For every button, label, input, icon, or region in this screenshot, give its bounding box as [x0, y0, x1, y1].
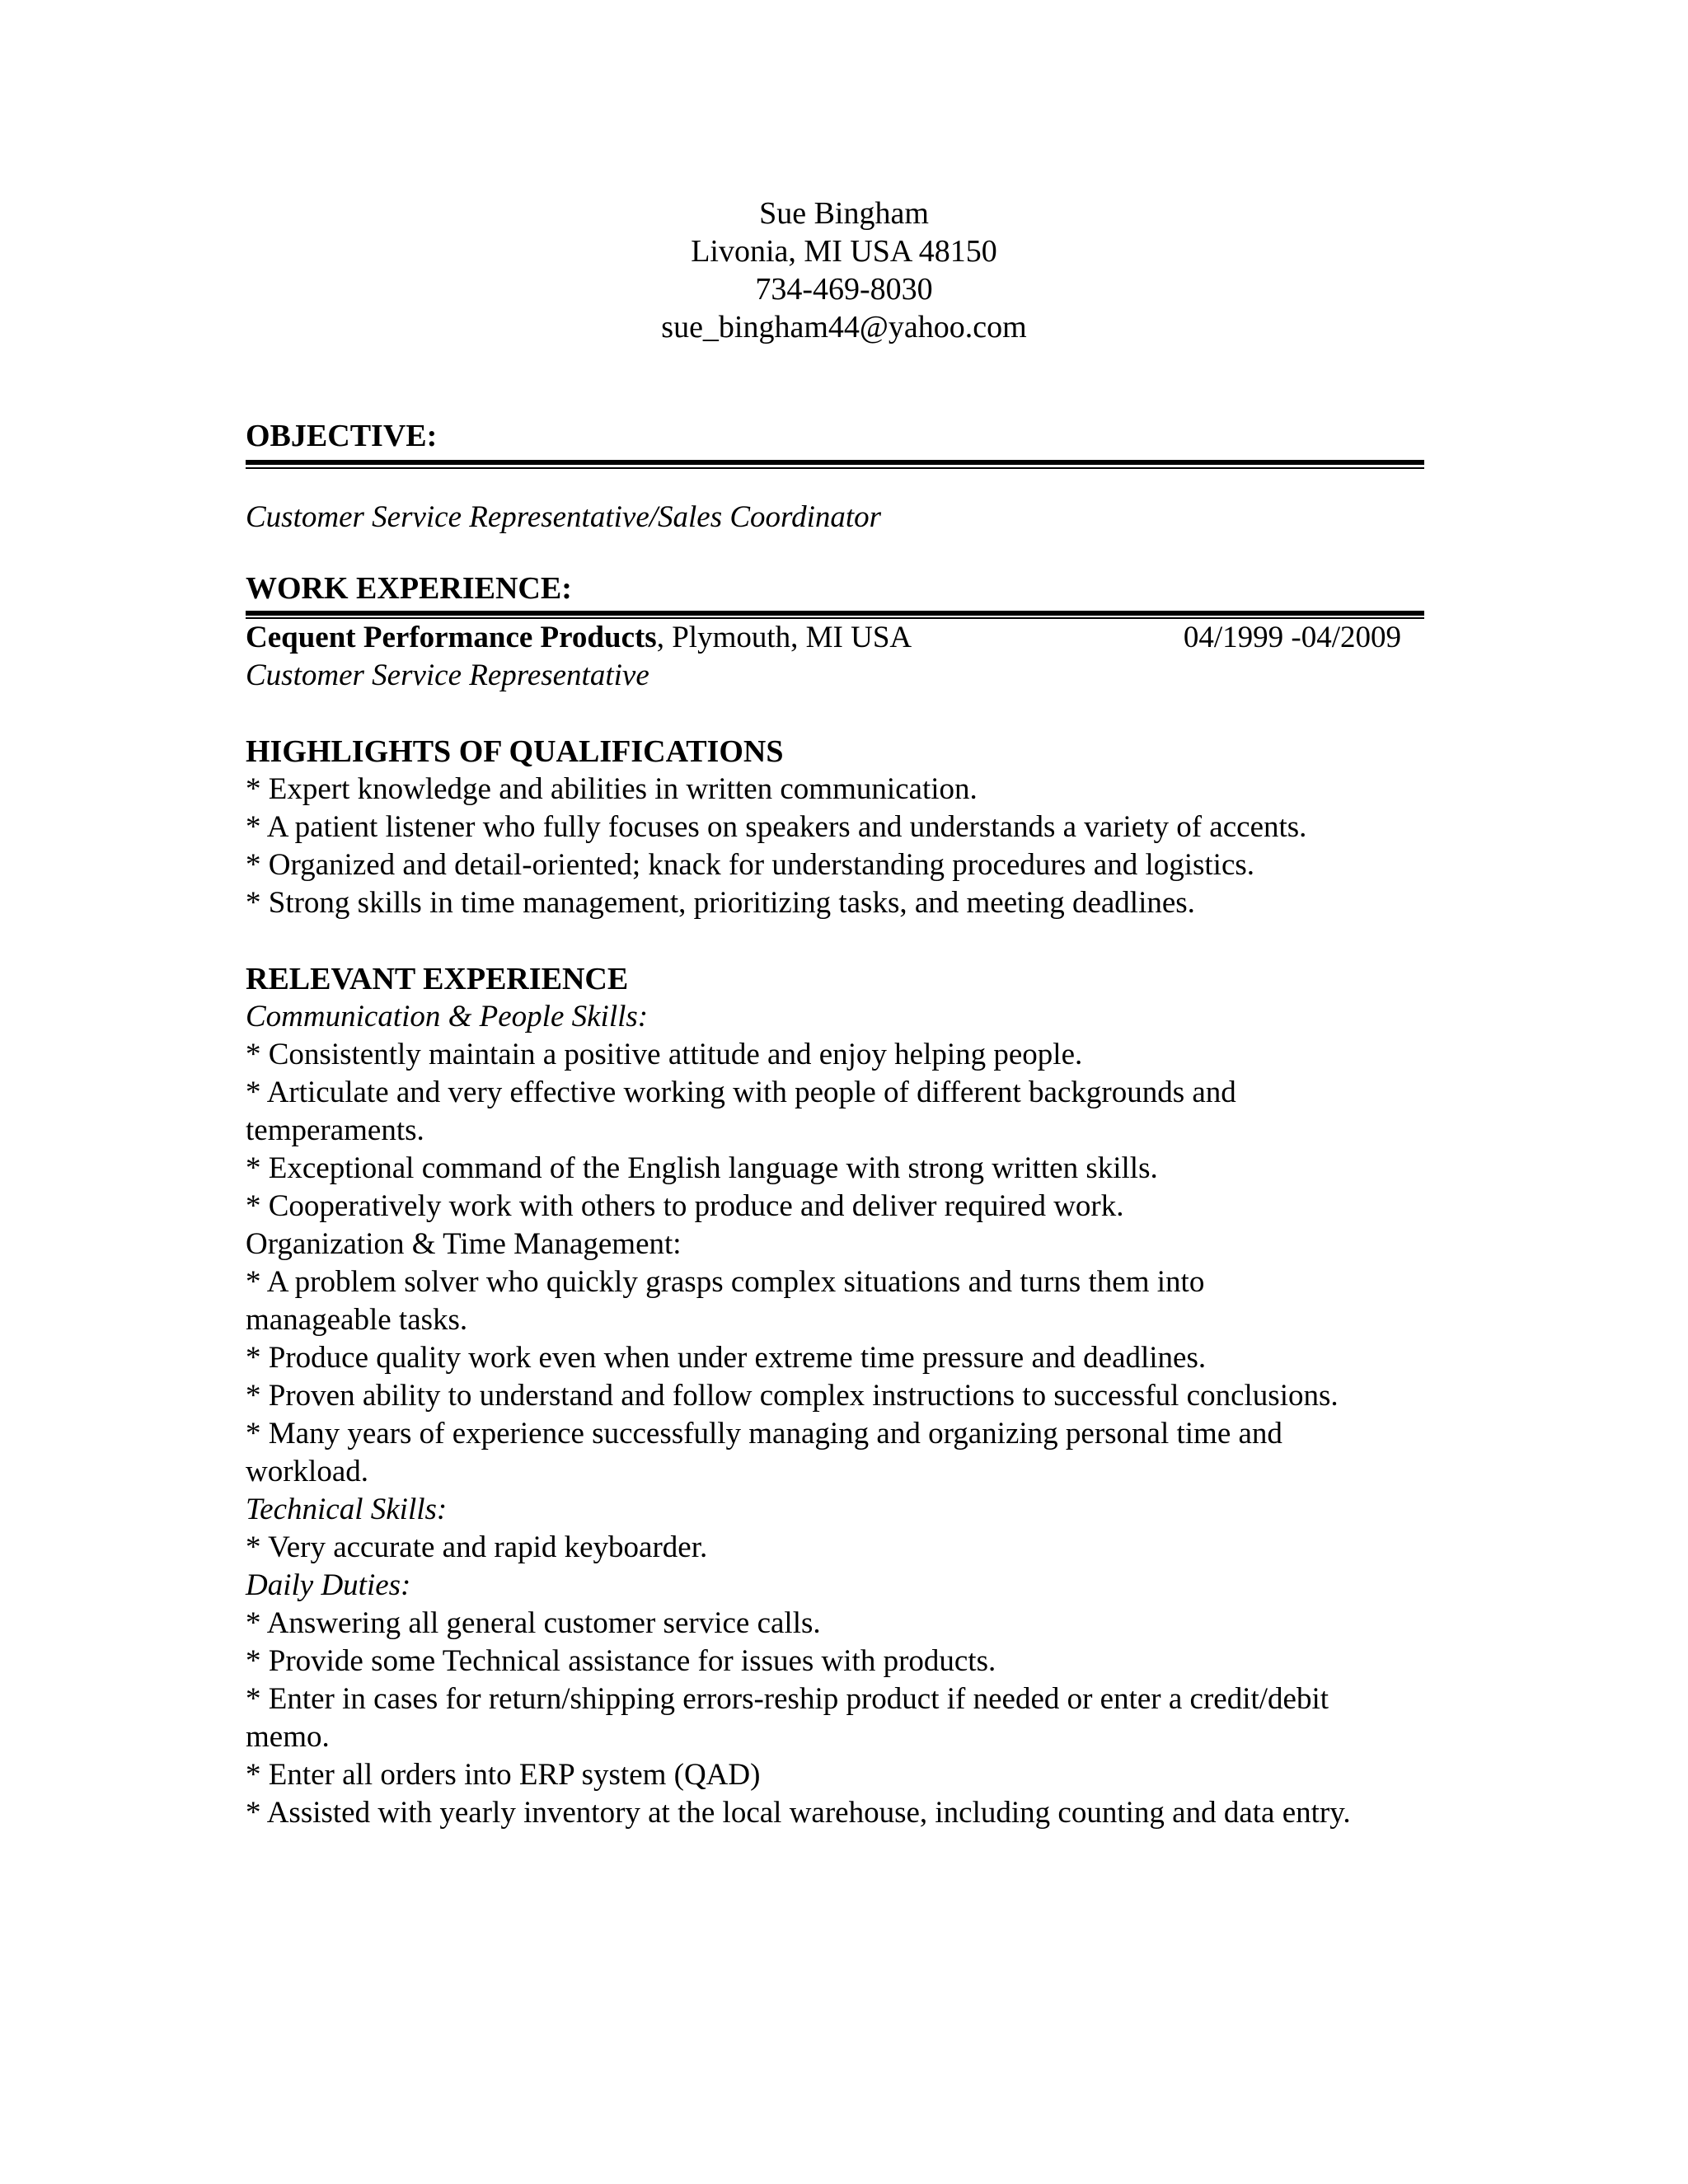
applicant-email: sue_bingham44@yahoo.com	[661, 310, 1027, 344]
relevant-experience-title: RELEVANT EXPERIENCE	[246, 962, 629, 996]
organization-item: * Many years of experience successfully managing and organizing personal time and workload.	[246, 1417, 1282, 1488]
objective-text: Customer Service Representative/Sales Coordinator	[246, 500, 882, 534]
applicant-phone: 734-469-8030	[755, 272, 933, 307]
communication-item: * Exceptional command of the English language with strong written skills.	[246, 1151, 1158, 1185]
job-entry	[246, 619, 1424, 657]
daily-heading: Daily Duties:	[246, 1568, 411, 1602]
highlight-item: * Expert knowledge and abilities in written communication.	[246, 772, 978, 806]
work-experience-divider	[246, 611, 1424, 619]
daily-item: * Enter all orders into ERP system (QAD)	[246, 1758, 761, 1792]
daily-item: * Answering all general customer service calls.	[246, 1606, 821, 1640]
company-location: , Plymouth, MI USA	[656, 621, 912, 654]
communication-item: * Articulate and very effective working with people of different backgrounds and temperaments.	[246, 1076, 1236, 1147]
daily-item: * Assisted with yearly inventory at the local warehouse, including counting and data entry.	[246, 1796, 1351, 1830]
applicant-location: Livonia, MI USA 48150	[691, 234, 997, 269]
job-position: Customer Service Representative	[246, 658, 649, 692]
objective-divider	[246, 460, 1424, 469]
job-dates: 04/1999 -04/2009	[1183, 621, 1401, 654]
highlight-item: * Organized and detail-oriented; knack for understanding procedures and logistics.	[246, 848, 1255, 882]
objective-title: OBJECTIVE:	[246, 419, 438, 453]
highlight-item: * Strong skills in time management, prioritizing tasks, and meeting deadlines.	[246, 886, 1195, 920]
organization-heading: Organization & Time Management:	[246, 1227, 682, 1261]
contact-header	[0, 194, 1688, 346]
organization-item: * Produce quality work even when under extreme time pressure and deadlines.	[246, 1341, 1207, 1375]
communication-heading: Communication & People Skills:	[246, 1000, 649, 1033]
technical-heading: Technical Skills:	[246, 1493, 448, 1526]
resume-body	[246, 417, 1424, 1832]
daily-item: * Provide some Technical assistance for issues with products.	[246, 1644, 996, 1678]
company-name: Cequent Performance Products	[246, 621, 657, 654]
communication-item: * Cooperatively work with others to produce and deliver required work.	[246, 1189, 1124, 1223]
highlight-item: * A patient listener who fully focuses on speakers and understands a variety of accents.	[246, 810, 1307, 844]
work-experience-title: WORK EXPERIENCE:	[246, 571, 572, 606]
daily-item: * Enter in cases for return/shipping errors-reship product if needed or enter a credit/debit memo.	[246, 1682, 1329, 1754]
organization-item: * A problem solver who quickly grasps complex situations and turns them into manageable tasks.	[246, 1265, 1205, 1337]
highlights-title: HIGHLIGHTS OF QUALIFICATIONS	[246, 734, 784, 769]
organization-item: * Proven ability to understand and follow complex instructions to successful conclusions.	[246, 1379, 1339, 1413]
communication-item: * Consistently maintain a positive attitude and enjoy helping people.	[246, 1038, 1083, 1071]
technical-item: * Very accurate and rapid keyboarder.	[246, 1530, 708, 1564]
applicant-name: Sue Bingham	[759, 196, 929, 231]
